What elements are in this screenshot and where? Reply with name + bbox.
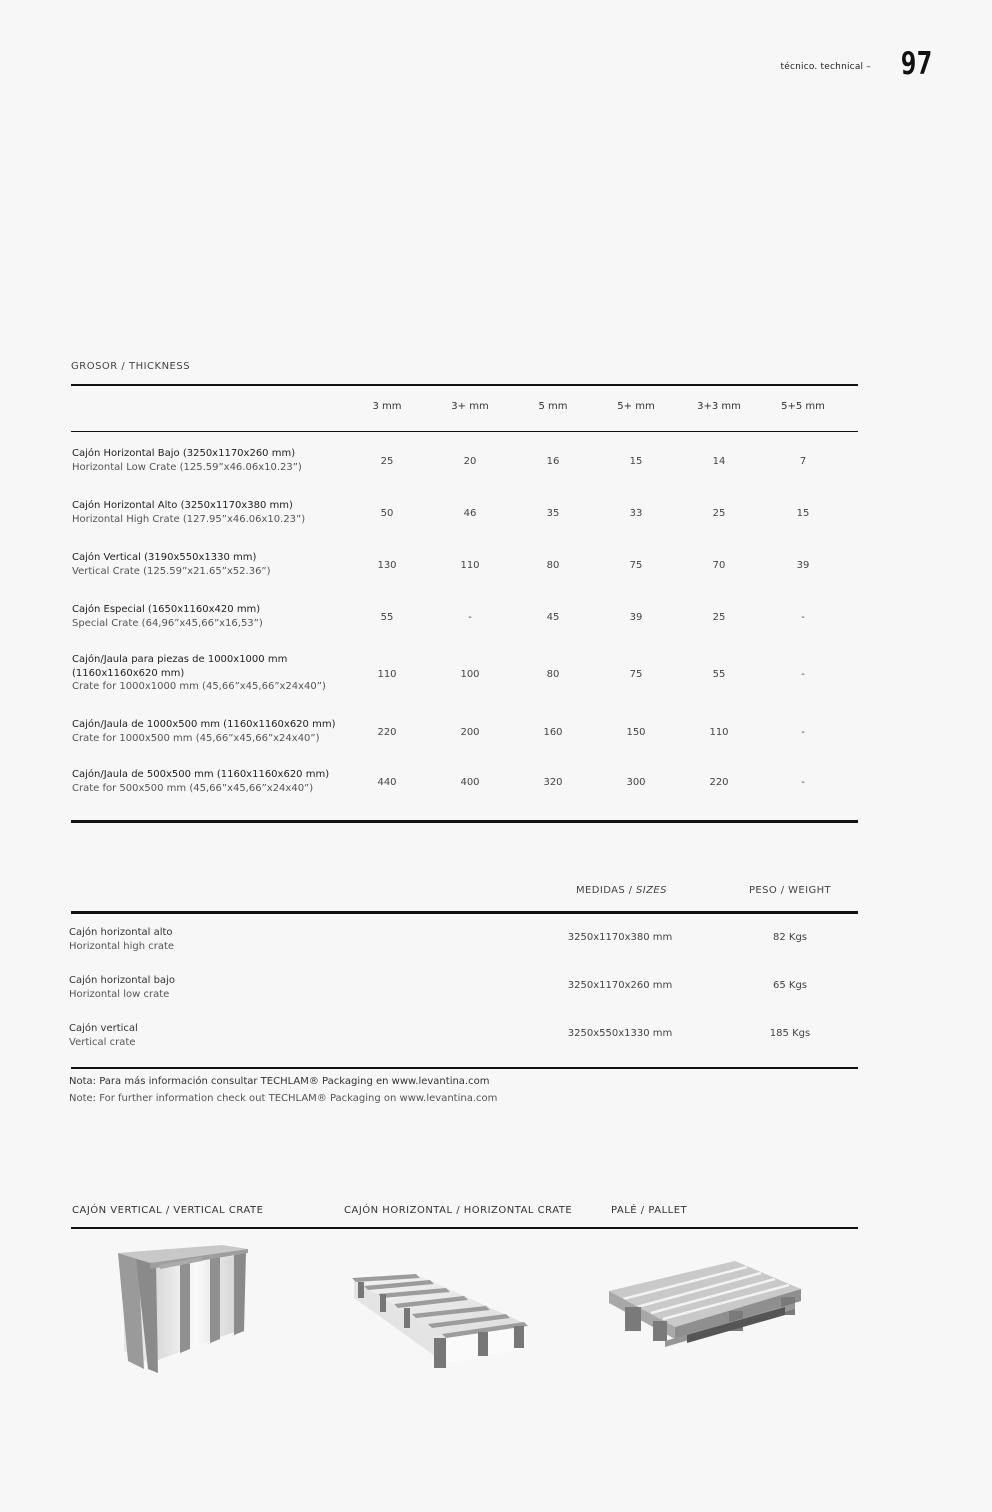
vertical-crate-icon [110,1245,260,1375]
thickness-cell: - [801,669,805,680]
thickness-cell: 220 [377,727,397,738]
weight-value: 185 Kgs [769,1028,811,1039]
horizontal-crate-icon [350,1272,530,1372]
thickness-cell: 110 [709,727,729,738]
thickness-header-rule [71,431,858,432]
thickness-cell: - [801,727,805,738]
row-label-es: Cajón Horizontal Alto (3250x1170x380 mm) [72,500,293,511]
thickness-cell: 75 [629,669,643,680]
thickness-row-label [72,447,372,474]
row-label-es: Cajón/Jaula para piezas de 1000x1000 mm (1160x1160x620 mm) [72,654,288,679]
thickness-row-label [72,551,372,578]
thickness-cell: 75 [629,560,643,571]
row-label-en: Horizontal High Crate (127.95”x46.06x10.23”) [72,513,306,525]
row-label-es: Cajón Horizontal Bajo (3250x1170x260 mm) [72,448,296,459]
thickness-cell: 25 [380,456,394,467]
thickness-cell: 15 [629,456,643,467]
thickness-cell: - [468,612,472,623]
sizes-label-es: Cajón horizontal bajo [69,975,175,986]
thickness-cell: 80 [546,560,560,571]
thickness-cell: 80 [546,669,560,680]
thickness-column-header: 5+5 mm [781,401,825,412]
pallet-icon [605,1255,805,1365]
sizes-header-rule [71,911,858,914]
thickness-cell: 400 [460,777,480,788]
note-en: Note: For further information check out TECHLAM® Packaging on www.levantina.com [69,1093,498,1104]
thickness-row-label [72,499,372,526]
section-label: técnico. technical – [780,62,871,72]
thickness-cell: 55 [712,669,726,680]
row-label-en: Crate for 500x500 mm (45,66”x45,66”x24x40”) [72,782,314,794]
row-label-en: Special Crate (64,96”x45,66”x16,53”) [72,617,263,629]
sizes-label-en: Horizontal low crate [69,988,170,1000]
page-number: 97 [900,46,932,82]
thickness-column-header: 5 mm [538,401,568,412]
size-value: 3250x1170x380 mm [567,932,673,943]
illustrations-rule [71,1227,858,1229]
horizontal-crate-title: CAJÓN HORIZONTAL / HORIZONTAL CRATE [344,1205,573,1216]
sizes-label-en: Horizontal high crate [69,940,175,952]
thickness-column-header: 5+ mm [617,401,655,412]
row-label-es: Cajón/Jaula de 1000x500 mm (1160x1160x620 mm) [72,719,336,730]
thickness-top-rule [71,384,858,386]
sizes-label-en: Vertical crate [69,1036,136,1048]
thickness-cell: 7 [799,456,807,467]
thickness-cell: 110 [377,669,397,680]
thickness-cell: 50 [380,508,394,519]
note-es: Nota: Para más información consultar TECHLAM® Packaging en www.levantina.com [69,1076,490,1087]
thickness-cell: 220 [709,777,729,788]
thickness-cell: 16 [546,456,560,467]
weight-column-header: PESO / WEIGHT [749,885,832,896]
thickness-cell: 15 [796,508,810,519]
thickness-cell: 70 [712,560,726,571]
row-label-es: Cajón Especial (1650x1160x420 mm) [72,604,261,615]
thickness-cell: 55 [380,612,394,623]
thickness-row-label [72,653,372,694]
thickness-cell: 39 [796,560,810,571]
thickness-cell: 20 [463,456,477,467]
thickness-cell: 25 [712,612,726,623]
thickness-cell: 14 [712,456,726,467]
thickness-cell: 110 [460,560,480,571]
thickness-table-title: GROSOR / THICKNESS [71,361,191,372]
size-value: 3250x1170x260 mm [567,980,673,991]
thickness-cell: 440 [377,777,397,788]
vertical-crate-title: CAJÓN VERTICAL / VERTICAL CRATE [72,1205,264,1216]
thickness-cell: 200 [460,727,480,738]
row-label-en: Vertical Crate (125.59”x21.65”x52.36”) [72,565,271,577]
thickness-cell: 46 [463,508,477,519]
thickness-cell: 320 [543,777,563,788]
pallet-title: PALÉ / PALLET [611,1205,688,1216]
thickness-cell: 25 [712,508,726,519]
row-label-es: Cajón/Jaula de 500x500 mm (1160x1160x620 mm) [72,769,330,780]
weight-value: 82 Kgs [772,932,808,943]
thickness-row-label [72,768,372,795]
thickness-cell: 35 [546,508,560,519]
thickness-cell: 39 [629,612,643,623]
thickness-cell: 150 [626,727,646,738]
row-label-en: Crate for 1000x500 mm (45,66”x45,66”x24x40”) [72,732,320,744]
row-label-en: Horizontal Low Crate (125.59”x46.06x10.23”) [72,461,302,473]
sizes-bottom-rule [71,1067,858,1069]
thickness-cell: 160 [543,727,563,738]
sizes-row-label [69,926,369,953]
thickness-cell: - [801,777,805,788]
row-label-es: Cajón Vertical (3190x550x1330 mm) [72,552,257,563]
sizes-row-label [69,1022,369,1049]
thickness-row-label [72,603,372,630]
thickness-cell: 33 [629,508,643,519]
thickness-bottom-rule [71,820,858,823]
thickness-cell: 100 [460,669,480,680]
thickness-column-header: 3+ mm [451,401,489,412]
row-label-en: Crate for 1000x1000 mm (45,66”x45,66”x24x40”) [72,681,326,692]
thickness-column-header: 3+3 mm [697,401,741,412]
sizes-label-es: Cajón vertical [69,1023,138,1034]
weight-value: 65 Kgs [772,980,808,991]
thickness-column-header: 3 mm [372,401,402,412]
sizes-row-label [69,974,369,1001]
thickness-cell: 130 [377,560,397,571]
sizes-column-header: MEDIDAS / SIZES [576,885,667,896]
size-value: 3250x550x1330 mm [567,1028,673,1039]
thickness-cell: - [801,612,805,623]
thickness-cell: 45 [546,612,560,623]
thickness-cell: 300 [626,777,646,788]
thickness-row-label [72,718,372,745]
sizes-label-es: Cajón horizontal alto [69,927,173,938]
